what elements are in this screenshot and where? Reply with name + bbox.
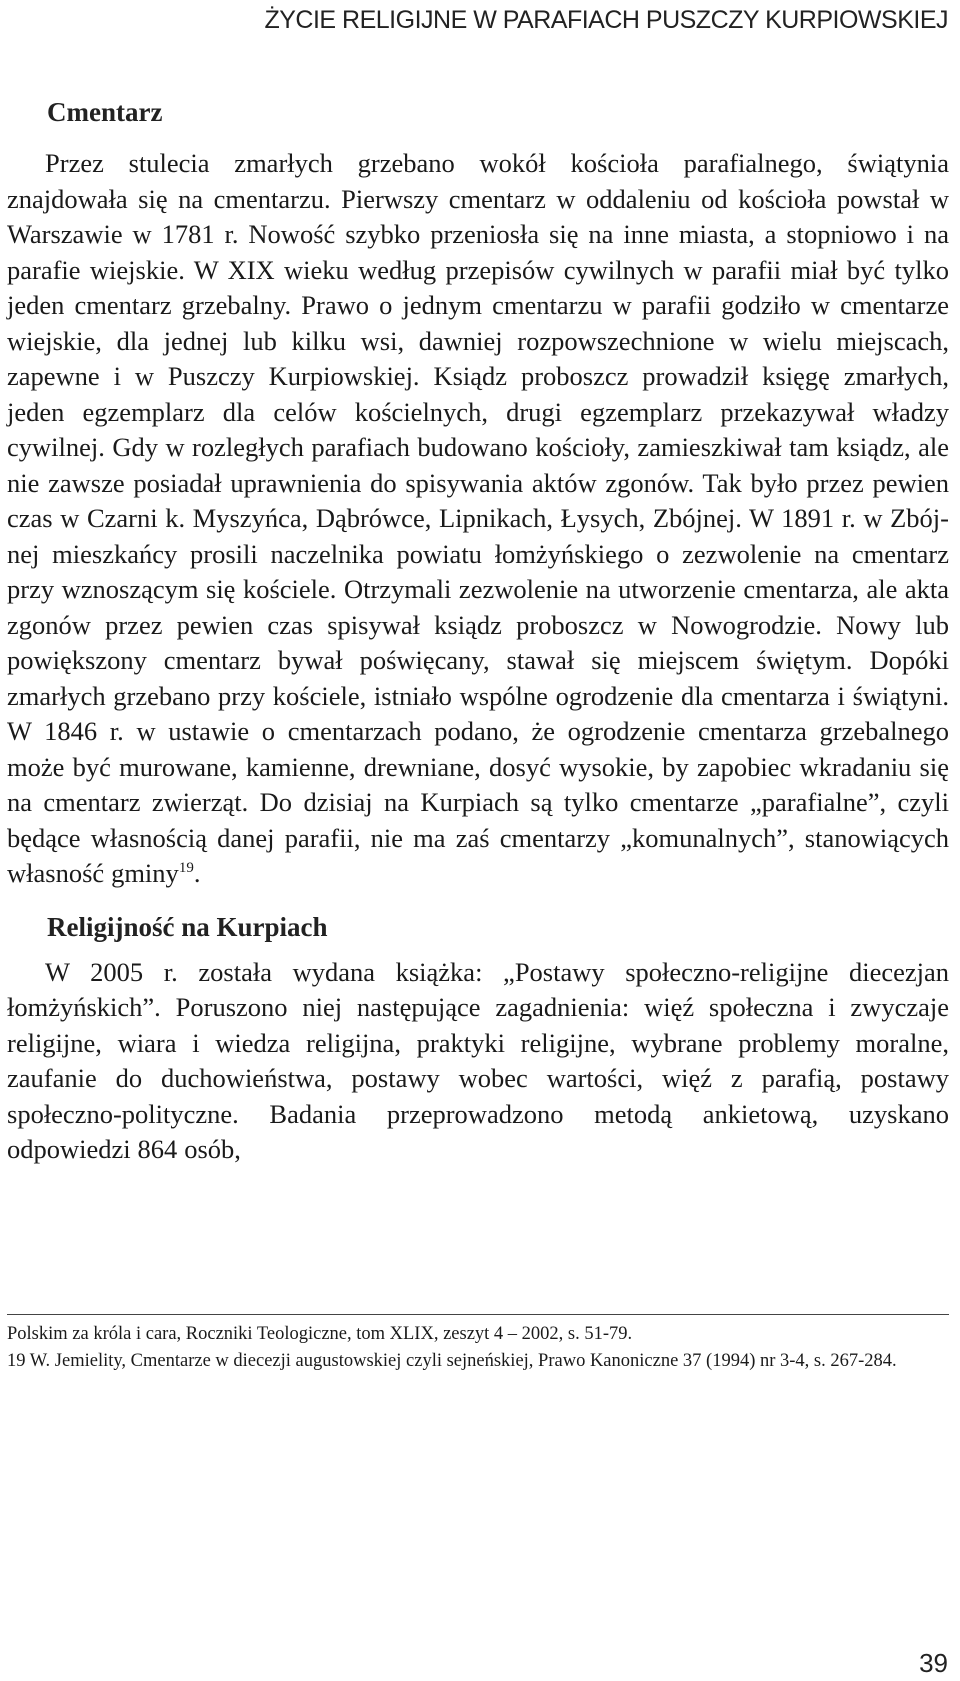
section-heading-religijnosc: Religijność na Kurpiach [47, 911, 328, 942]
paragraph-cmentarz-end: . [193, 858, 201, 889]
footnote-divider [7, 1314, 949, 1315]
section-heading-cmentarz: Cmentarz [47, 97, 163, 127]
paragraph-cmentarz-text: Przez stulecia zmarłych grzebano wokół kościoła parafialnego, świątynia znajdowała się na cmentarzu. Pierwszy cmentarz w oddaleniu od kościoła powstał w Warszawie w 1781 r. Nowość szybko przeniosła się na inne miasta, a stopniowo i na parafie wiejskie. W XIX wieku według przepisów cywilnych w parafii miał być tylko jeden cmentarz grzebalny. Prawo o jednym cmentarzu w parafii godziło w cmentarze wiejskie, dla jednej lub kilku wsi, dawniej rozpowszechnione w wielu miejscach, zapewne i w Puszczy Kurpiowskiej. Ksiądz proboszcz prowadził księgę zmarłych, jeden egzemplarz dla celów kościelnych, drugi egzemplarz przekazywał władzy cywilnej. Gdy w rozległych parafiach budowano kościoły, zamieszkiwał tam ksiądz, ale nie zawsze posiadał uprawnienia do spisywania aktów zgonów. Tak było przez pewien czas w Czarni k. Myszyńca, Dąbrówce, Lipnikach, Łysych, Zbójnej. W 1891 r. w Zbójnej mieszkańcy prosili naczelnika powiatu łomżyńskiego o zezwolenie na cmentarz przy wznoszącym się kościele. Otrzymali zezwolenie na utworzenie cmentarza, ale akta zgonów przez pewien czas spisywał ksiądz proboszcz w Nowogrodzie. Nowy lub powiększony cmentarz bywał poświęcany, stawał się miejscem świętym. Dopóki zmarłych grzebano przy kościele, istniało wspólne ogrodzenie dla cmentarza i świątyni. W 1846 r. w ustawie o cmentarzach podano, że ogrodzenie cmentarza grzebalnego może być murowane, kamienne, drewniane, dosyć wysokie, by zapobiec wkradaniu się na cmentarz zwierząt. Do dzisiaj na Kurpiach są tylko cmentarze „parafialne”, czyli będące własnością danej parafii, nie ma zaś cmentarzy „komunalnych”, stanowiących własność gminy [7, 148, 949, 889]
running-header: ŻYCIE RELIGIJNE W PARAFIACH PUSZCZY KURPIOWSKIEJ [264, 6, 948, 34]
paragraph-religijnosc: W 2005 r. została wydana książka: „Postawy społeczno-religijne diecezjan łomżyńskich”. Poruszono niej następujące zagadnienia: więź społeczna i zwyczaje religijne, wiara i wiedza religijna, praktyki religijne, wybrane problemy moralne, zaufanie do duchowieństwa, postawy wobec wartości, więź z parafią, postawy społeczno-polityczne. Badania przeprowadzono metodą ankietową, uzyskano odpowiedzi 864 osób, [7, 956, 949, 1165]
footnotes [7, 1321, 949, 1375]
footnote-continuation: Polskim za króla i cara, Roczniki Teologiczne, tom XLIX, zeszyt 4 – 2002, s. 51-79. [7, 1324, 633, 1344]
footnote-19: 19 W. Jemielity, Cmentarze w diecezji augustowskiej czyli sejneńskiej, Prawo Kanoniczne 37 (1994) nr 3-4, s. 267-284. [7, 1351, 897, 1371]
paragraph-cmentarz [7, 146, 949, 892]
main-content [7, 95, 949, 1168]
page-number: 39 [919, 1648, 948, 1678]
footnote-reference-19[interactable]: 19 [178, 860, 194, 877]
